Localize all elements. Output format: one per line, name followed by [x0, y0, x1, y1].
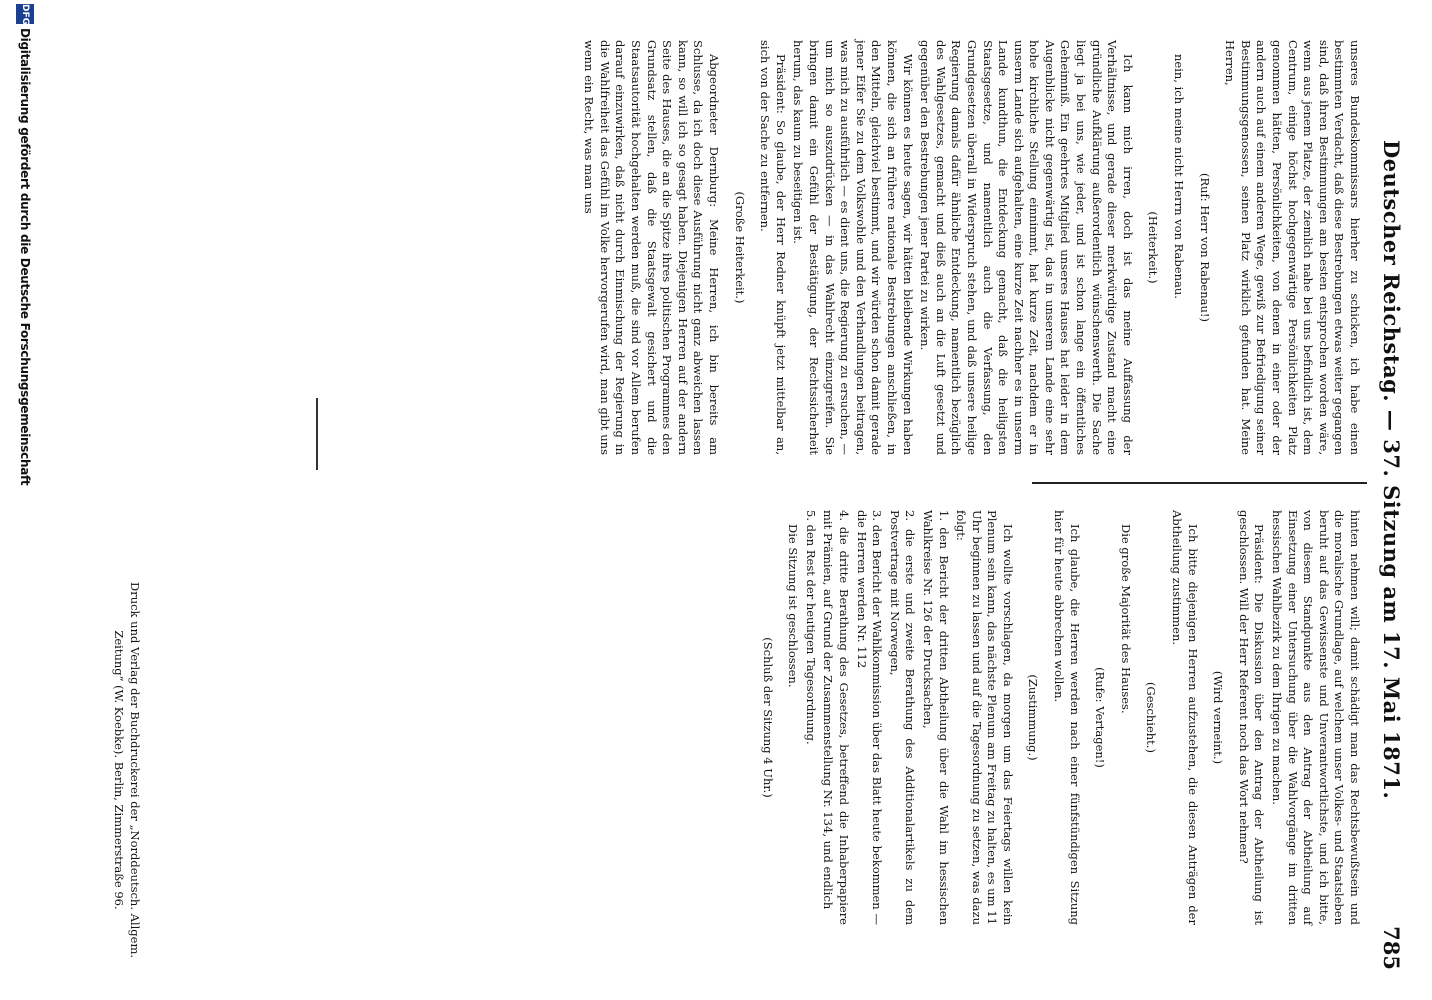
paragraph: Ich glaube, die Herren werden nach einer fünfstündigen Sitzung hier für heute abbrechen wollen.	[1052, 510, 1082, 925]
agenda-item: 4. die dritte Berathung des Gesetzes, betreffend die Inhaberpapiere mit Prämien, auf Grund der Zusammenstellung Nr. 134, und endlich	[821, 510, 851, 925]
page-number: 785	[1379, 926, 1404, 970]
paragraph: Ich kann mich irren, doch ist das meine Auffassung der Verhältnisse, und gerade dieser merkwürdige Zustand macht eine gründliche Aufklärung außerordentlich wünschenswerth. Die Sache liegt ja bei uns, wie jeder, und ist schon lange ein öffentliches Geheimniß. Ein geehrtes Mitglied unseres Hauses hat leider in dem Augenblicke nicht gegenwärtig ist, das in unserem Lande eine sehr hohe kirchliche Stellung einnimmt, hat kurze Zeit, nachdem er in unserm Lande sich aufgehalten, eine kurze Zeit nachher es in unserm Lande kundthun, die Entdeckung gemacht, daß die heiligsten Staatsgesetze, und namentlich auch die Verfassung, den Grundgesetzen überall in Widerspruch stehen, und daß unsere heilige Regierung damals dafür ähnliche Entdeckung, namentlich bezüglich des Wahlgesetzes, gemacht und dieß auch an die Luft gesetzt und gegenüber den Bestrebungen jener Partei zu wirken.	[918, 40, 1135, 455]
interjection: (Ruf: Herr von Rabenau!)	[1197, 172, 1212, 323]
agenda-item: 1. den Bericht der dritten Abtheilung über die Wahl im hessischen Wahlkreise Nr. 126 der Drucksachen,	[920, 510, 951, 925]
running-title: Deutscher Reichstag. — 37. Sitzung am 17. Mai 1871.	[1379, 140, 1404, 800]
paragraph: Die große Majorität des Hauses.	[1118, 524, 1133, 714]
page-header	[1364, 50, 1404, 970]
paragraph: Ich bitte diejenigen Herren aufzustehen, die diesen Anträgen der Abtheilung zustimmen.	[1170, 510, 1200, 925]
paragraph: Abgeordneter Dernburg: Meine Herren, ich bin bereits am Schlusse, da ich doch diese Ausführung nicht ganz abweichen lassen kann, so will ich so gesagt haben. Diejenigen Herren auf der andern Seite des Hauses, die an die Spitze ihres politischen Programmes den Grundsatz stellen, daß die Staatsgewalt gesichert und die Staatsautorität hochgehalten werden muß, die sind vor Allem berufen darauf einzuwirken, daß nicht durch Einmischung der Regierung in die Wahlfreiheit das Gefühl im Volke hervorgerufen wird, man gibt uns wenn ein Recht, was man uns	[582, 40, 722, 455]
separator-rule	[316, 398, 318, 470]
reaction: (Heiterkeit.)	[1146, 211, 1161, 284]
column-divider	[1032, 482, 1367, 484]
paragraph: Präsident: Die Diskussion über den Antrag der Abtheilung ist geschlossen. Will der Herr Referent noch das Wort nehmen?	[1236, 510, 1267, 925]
paragraph: hinten nehmen will; damit schädigt man das Rechtsbewußtsein und die moralische Grundlage, auf welchem unser Volkes- und Staatsleben beruht auf das Gewissenste und Unverantwortlichste, und ich bitte, von diesem Standpunkte aus den Antrag der Abtheilung auf Einsetzung einer Untersuchung über die Wahlvorgänge im dritten hessischen Wahlbezirk zu dem Ihrigen zu machen.	[1270, 510, 1362, 925]
digitization-footer	[8, 0, 38, 1000]
agenda-item: 2. die erste und zweite Berathung des Additionalartikels zu dem Postvertrage mit Norwegen,	[887, 510, 918, 925]
paragraph: nein, ich meine nicht Herrn von Rabenau.	[1172, 54, 1187, 299]
paragraph: Wir können es heute sagen, wir hätten bleibende Wirkungen haben können, die sich an frühere nationale Bestrebungen anschließen, in den Mitteln, gleichviel bestimmt, und wir würden schon damit gerade jener Eifer Sie zu dem Volkswohle und den Verhandlungen beitragen, was mich zu ausführlich — es dient uns, die Regierung zu ersuchen, — um mich so auszudrücken — in das Wahlrecht einzugreifen. Sie bringen damit ein Gefühl der Bestätigung, der Rechtssicherheit herum, das kaum zu beseitigen ist.	[791, 40, 915, 455]
right-column	[760, 510, 1362, 925]
reaction: (Wird verneint.)	[1211, 670, 1226, 765]
reaction: (Rufe: Vertagen!)	[1093, 667, 1108, 768]
reaction: (Geschieht.)	[1144, 682, 1159, 753]
paragraph: unseres Bundeskommissars hierher zu schicken, ich habe einen bestimmten Verdacht, daß diese Bestrebungen etwas weiter gegangen sind, daß ihren Bestimmungen am besten entsprochen worden wäre, wenn aus jenem Platze, der ziemlich nahe bei uns befindlich ist, dem Centrum, einige höchst hochgegenwärtige Persönlichkeiten Platz genommen hätten, Persönlichkeiten, von denen in einer oder der andern auch auf einem anderen Wege, gewiß zur Befriedigung seiner Bestimmungsgenossen, seinen Platz wirklich gefunden hat. Meine Herren,	[1223, 40, 1362, 455]
paragraph: Präsident: So glaube, der Herr Redner knüpft jetzt mittelbar an, sich von der Sache zu entfernen.	[758, 40, 788, 455]
paragraph: Ich wollte vorschlagen, da morgen um das Feiertags willen kein Plenum sein kann, das nächste Plenum am Freitag zu halten, es um 11 Uhr beginnen zu lassen und auf die Tagesordnung zu setzen, was dazu folgt:	[954, 510, 1015, 925]
agenda-item: 5. den Rest der heutigen Tagesordnung.	[803, 510, 818, 745]
paragraph: Die Sitzung ist geschlossen.	[786, 524, 801, 688]
closing-note: (Schluß der Sitzung 4 Uhr.)	[760, 637, 775, 798]
reaction: (Zustimmung.)	[1026, 674, 1041, 761]
agenda-item: 3. den Bericht der Wahlkommission über das Blatt heute bekommen — die Herren werden Nr. 112	[854, 510, 885, 925]
left-column	[582, 40, 1362, 455]
digitization-credit: Digitalisierung gefördert durch die Deutsche Forschungsgemeinschaft	[18, 28, 32, 486]
dfg-logo-icon: DFG	[16, 4, 34, 24]
printer-imprint: Druck und Verlag der Buchdruckerei der „Norddeutsch. Allgem. Zeitung“ (W. Koebke). Berlin, Zimmerstraße 96.	[112, 581, 142, 959]
reaction: (Große Heiterkeit.)	[732, 191, 747, 304]
